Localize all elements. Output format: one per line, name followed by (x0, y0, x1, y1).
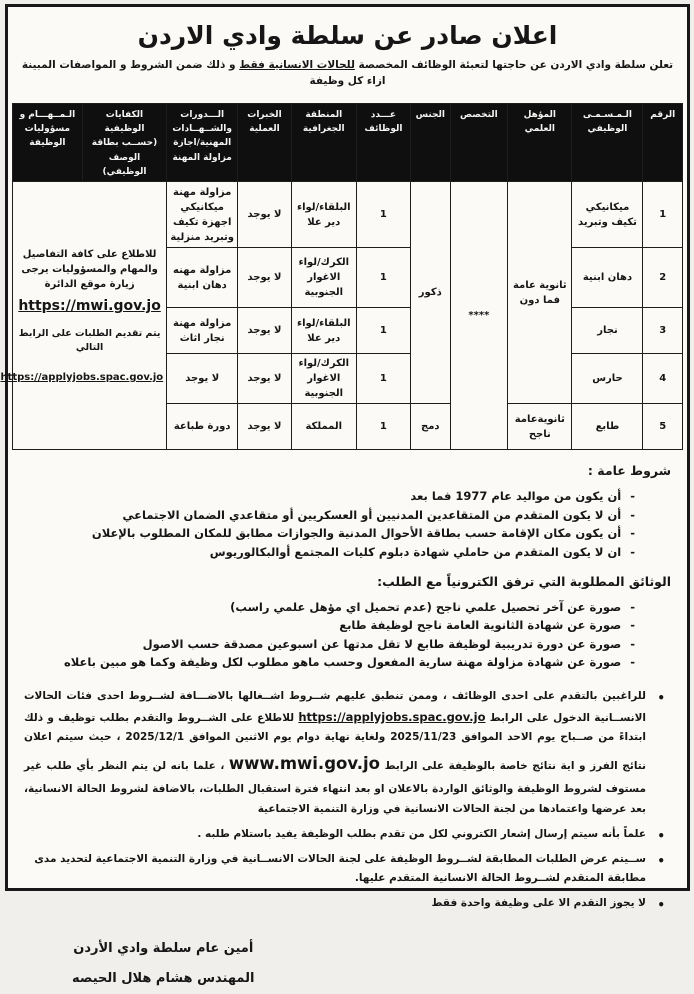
cell-row-number: 1 (643, 182, 683, 248)
signature-block (72, 934, 255, 994)
col-header-experience: الخبرات العملية (238, 103, 292, 182)
signature-name: المهندس هشام هلال الحيصه (72, 971, 255, 987)
cell-row-number: 4 (643, 354, 683, 404)
intro-underlined-phrase: للحالات الانسانية فقط (239, 59, 355, 71)
cell-job-title: ميكانيكي تكيف وتبريد (572, 182, 643, 248)
cell-courses: مزاولة مهنه دهان ابنية (167, 248, 238, 308)
cell-job-title: طابع (572, 404, 643, 450)
dash-marker: - (630, 544, 635, 559)
cell-job-title: حارس (572, 354, 643, 404)
cell-positions-count: 1 (356, 354, 410, 404)
cell-experience: لا يوجد (238, 308, 292, 354)
cell-row-number: 2 (643, 248, 683, 308)
cell-experience: لا يوجد (238, 248, 292, 308)
bullet-marker: • (657, 898, 665, 913)
cell-row-number: 3 (643, 308, 683, 354)
document-text: صورة عن دورة تدريبية لوظيفة طابع لا تقل مدتها عن اسبوعين مصدقة حسب الاصول (142, 636, 622, 651)
cell-qualification-merged: ثانوية عامة فما دون (508, 182, 572, 404)
cell-geographic-area: المملكة (291, 404, 356, 450)
note-committee-review (24, 850, 673, 890)
col-header-specialization: التخصص (450, 103, 508, 182)
bullet-marker: • (657, 828, 665, 843)
dash-marker: - (630, 636, 635, 651)
note-text: للراغبين بالتقدم على احدى الوظائف ، وممن تنطبق عليهم شــروط اشــغالها بالاضـــافة لشــروط احدى فئات الحالات الانســانية الدخول على الرابط (24, 689, 646, 724)
note-text: للاطلاع على الشــروط والتقدم بطلب توظيف و ذلك ابتداءً من صــباح يوم الاحد الموافق 2025/11/23 ولغاية نهاية دوام يوم الاثنين الموافق 2025/12/1 ، حيث سيتم اعلان نتائج الفرز و اية نتائج خاصة بالوظيفة على الرابط (24, 711, 647, 773)
note-single-application (24, 894, 673, 914)
col-header-competencies: الكفايات الوظيفية (حســب بطاقة الوصف الوظيفي) (82, 103, 166, 182)
cell-tasks-merged (0, 182, 167, 450)
general-conditions-heading: شروط عامة : (587, 463, 671, 479)
cell-gender-merged: ذكور (411, 182, 451, 404)
note-text: لا يجوز التقدم الا على وظيفة واحدة فقط (431, 897, 646, 910)
cell-positions-count: 1 (356, 248, 410, 308)
cell-courses: مزاولة مهنة ميكانيكي اجهزة تكيف وتبريد منزلية (167, 182, 238, 248)
cell-courses: دورة طباعة (167, 404, 238, 450)
note-application-instructions (24, 687, 673, 820)
bullet-marker: • (657, 690, 665, 705)
condition-text: أن يكون من مواليد عام 1977 فما بعد (410, 489, 622, 504)
list-item (24, 524, 635, 542)
list-item (24, 616, 635, 634)
cell-positions-count: 1 (356, 308, 410, 354)
dash-marker: - (630, 507, 635, 522)
col-header-number: الرقم (643, 103, 683, 182)
cell-job-title: نجار (572, 308, 643, 354)
dash-marker: - (630, 618, 635, 633)
cell-geographic-area: البلقاء/لواء دير علا (291, 182, 356, 248)
cell-geographic-area: الكرك/لواء الاغوار الجنوبية (291, 354, 356, 404)
intro-text (18, 58, 677, 90)
cell-geographic-area: الكرك/لواء الاغوار الجنوبية (291, 248, 356, 308)
condition-text: ان لا يكون المتقدم من حاملي شهادة دبلوم كليات المجتمع أوالبكالوريوس (209, 544, 622, 559)
list-item (24, 598, 635, 616)
document-text: صورة عن آخر تحصيل علمي ناجح (عدم تحميل اي مؤهل علمي راسب) (230, 600, 622, 615)
col-header-qualification: المؤهل العلمي (508, 103, 572, 182)
list-item (24, 635, 635, 653)
list-item (24, 487, 635, 505)
col-header-job-title: الـمـسـمـى الوظيفي (572, 103, 643, 182)
document-text: صورة عن شهادة مزاولة مهنة سارية المفعول وحسب ماهو مطلوب لكل وظيفة وكما هو مبين باعلاه (63, 655, 622, 670)
note-text: علماً بأنه سيتم إرسال إشعار الكتروني لكل من تقدم بطلب الوظيفة يفيد باستلام طلبه . (197, 827, 646, 840)
note-text: ســيتم عرض الطلبات المطابقة لشــروط الوظيفة على لجنة الحالات الانســانية في وزارة التنمية الاجتماعية لتحديد مدى مطابقة المتقدم لشــروط الحالة الانسانية المتقدم عليها. (34, 852, 646, 885)
table-header-row (13, 103, 683, 182)
dash-marker: - (630, 489, 635, 504)
col-header-positions-count: عـــدد الوظائف (356, 103, 410, 182)
mwi-website-link[interactable]: https://mwi.gov.jo (18, 298, 161, 315)
jobs-table (0, 103, 683, 451)
cell-gender: دمج (411, 404, 451, 450)
bullet-marker: • (657, 853, 665, 868)
page-title: اعلان صادر عن سلطة وادي الاردن (137, 21, 558, 50)
document-text: صورة عن شهادة الثانوية العامة ناجح لوظيفة طابع (339, 618, 622, 633)
intro-suffix: و ذلك ضمن الشروط و المواصفات المبينة ازاء كل وظيفة (21, 59, 386, 87)
note-email-notification (24, 825, 673, 845)
cell-positions-count: 1 (356, 404, 410, 450)
cell-courses: مزاولة مهنة نجار اثاث (167, 308, 238, 354)
col-header-geographic-area: المنطقة الجغرافية (291, 103, 356, 182)
list-item (24, 653, 635, 671)
list-item (24, 506, 635, 524)
required-documents-list (24, 598, 673, 672)
mwi-inline-link[interactable]: www.mwi.gov.jo (228, 754, 381, 774)
condition-text: أن يكون مكان الإقامة حسب بطاقة الأحوال المدنية والجوازات مطابق للمكان المطلوب بالإعلان (91, 526, 622, 541)
cell-qualification: ثانويةعامة ناجح (508, 404, 572, 450)
general-conditions-list (24, 487, 673, 561)
dash-marker: - (630, 600, 635, 615)
col-header-gender: الجنس (411, 103, 451, 182)
signature-title: أمين عام سلطة وادي الأردن (73, 941, 254, 957)
table-row (13, 182, 683, 248)
cell-specialization-merged: **** (450, 182, 508, 450)
condition-text: أن لا يكون المتقدم من المتقاعدين المدنيين أو العسكريين أو متقاعدي الضمان الاجتماعي (122, 507, 622, 522)
cell-row-number: 5 (643, 404, 683, 450)
col-header-tasks-responsibilities: الـمــهـــام و مسؤوليات الوظيفة (13, 103, 83, 182)
cell-experience: لا يوجد (238, 404, 292, 450)
cell-job-title: دهان ابنية (572, 248, 643, 308)
tasks-details-text: للاطلاع على كافة التفاصيل والمهام والمسؤوليات يرجى زيارة موقع الدائرة (21, 249, 158, 291)
notes-list (24, 687, 673, 915)
cell-courses: لا يوجد (167, 354, 238, 404)
cell-experience: لا يوجد (238, 182, 292, 248)
tasks-apply-text: يتم تقديم الطلبات على الرابط التالي (18, 328, 161, 354)
col-header-courses-certificates: الـــدورات والشــهــادات المهنية/اجازة مزاولة المهنة (167, 103, 238, 182)
intro-prefix: تعلن سلطة وادي الاردن عن حاجتها لتعبئة الوظائف المخصصة (354, 59, 674, 71)
list-item (24, 543, 635, 561)
cell-positions-count: 1 (356, 182, 410, 248)
announcement-page (0, 4, 690, 987)
required-documents-heading: الوثائق المطلوبة التي ترفق الكترونياً مع الطلب: (377, 574, 671, 590)
cell-geographic-area: البلقاء/لواء دير علا (291, 308, 356, 354)
dash-marker: - (630, 655, 635, 670)
applyjobs-link[interactable]: https://applyjobs.spac.gov.jo (0, 371, 164, 383)
cell-experience: لا يوجد (238, 354, 292, 404)
applyjobs-inline-link[interactable]: https://applyjobs.spac.gov.jo (298, 709, 486, 724)
lower-sections (8, 463, 687, 994)
note-text: ، علما بانه لن يتم النظر بأي طلب غير مستوف لشروط الوظيفة والوثائق الواردة بالاعلان او بعد انتهاء فترة استقبال الطلبات، بالاضافة لشروط الحالة الانسانية، بعد عرضها واعتمادها من لجنة الحالات الانسانية في وزارة التنمية الاجتماعية (24, 760, 646, 815)
dash-marker: - (630, 526, 635, 541)
